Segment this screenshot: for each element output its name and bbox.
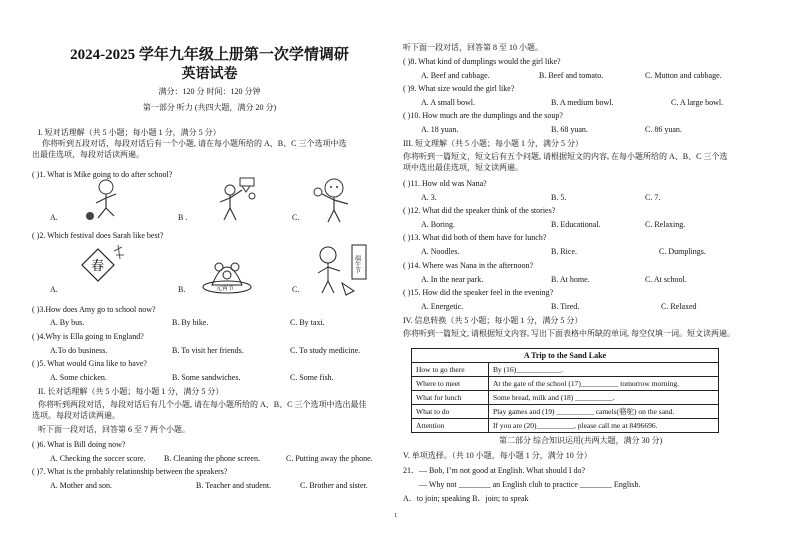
page-number: 1 bbox=[394, 513, 397, 519]
table-cell: By (16)____________. bbox=[489, 363, 719, 377]
q14-option-a: A. In the near park. bbox=[421, 275, 484, 284]
table-cell: If you are (20)__________, please call me at 8496696. bbox=[489, 419, 719, 433]
table-row bbox=[412, 391, 719, 405]
q5-option-a: A. Some chicken. bbox=[50, 373, 107, 382]
q13-option-c: C. Dumplings. bbox=[659, 247, 706, 256]
q6-option-b: B. Cleaning the phone screen. bbox=[164, 454, 260, 463]
table-cell: What for lunch bbox=[412, 391, 489, 405]
q8-option-a: A. Beef and cabbage. bbox=[421, 71, 490, 80]
q4-option-a: A.To do business. bbox=[50, 346, 108, 355]
q21: 21．— Bob, I’m not good at English. What should I do? bbox=[403, 466, 586, 475]
table-title-row bbox=[412, 349, 719, 363]
sec3-instr2: 项中选出最佳选项，短文读两遍。 bbox=[403, 163, 523, 172]
q8-option-b: B. Beef and tomato. bbox=[539, 71, 604, 80]
q9-option-a: A. A small bowl. bbox=[421, 98, 476, 107]
q12: ( )12. What did the speaker think of the stories? bbox=[403, 206, 556, 215]
lantern-festival-image bbox=[192, 241, 262, 297]
q11: ( )11. How old was Nana? bbox=[403, 179, 487, 188]
q7-option-c: C. Brother and sister. bbox=[300, 481, 368, 490]
q10-option-b: B. 68 yuan. bbox=[551, 125, 588, 134]
q2-option-c: C. bbox=[292, 285, 300, 294]
q2-option-b: B. bbox=[178, 285, 186, 294]
q6-option-c: C. Putting away the phone. bbox=[286, 454, 373, 463]
q13-option-b: B. Rice. bbox=[551, 247, 577, 256]
part2-heading: 第二部分 综合知识运用(共两大题，满分 30 分) bbox=[499, 436, 663, 445]
q2-option-a: A. bbox=[50, 285, 58, 294]
q12-option-a: A. Boring. bbox=[421, 220, 455, 229]
basketball-boy-image bbox=[202, 176, 262, 222]
q5-option-b: B. Some sandwiches. bbox=[172, 373, 241, 382]
q21-line2: — Why not ________ an English club to practice ________ English. bbox=[419, 480, 641, 489]
q10: ( )10. How much are the dumplings and the soup? bbox=[403, 111, 563, 120]
q12-option-b: B. Educational. bbox=[551, 220, 601, 229]
table-row bbox=[412, 363, 719, 377]
q4-option-b: B. To visit her friends. bbox=[172, 346, 244, 355]
sec2-instr2: 选项。每段对话读两遍。 bbox=[32, 411, 120, 420]
q3-option-b: B. By bike. bbox=[172, 318, 209, 327]
q4: ( )4.Why is Ella going to England? bbox=[32, 332, 144, 341]
q11-option-a: A. 3. bbox=[421, 193, 437, 202]
table-cell: Some bread, milk and (18) __________. bbox=[489, 391, 719, 405]
q14-option-c: C. At school. bbox=[645, 275, 687, 284]
q14-option-b: B. At home. bbox=[551, 275, 590, 284]
sec2-heading: II. 长对话理解（共 5 小题；每小题 1 分，满分 5 分） bbox=[38, 387, 224, 396]
q4-option-c: C. To study medicine. bbox=[290, 346, 361, 355]
sec4-instr: 你将听到一篇短文, 请根据短文内容, 写出下面表格中所缺的单词, 每空仅填一词。短文读两遍。 bbox=[403, 329, 735, 338]
sec2-lead1: 听下面一段对话，回答第 6 至 7 两个小题。 bbox=[38, 425, 190, 434]
spring-festival-image bbox=[74, 241, 130, 295]
sec2-instr: 你将听到两段对话，每段对话后有几个小题, 请在每小题所给的 A、B、C 三个选项中选出最佳 bbox=[38, 400, 367, 409]
q7-option-a: A. Mother and son. bbox=[50, 481, 112, 490]
q3: ( )3.How does Amy go to school now? bbox=[32, 305, 156, 314]
table-title: A Trip to the Sand Lake bbox=[412, 349, 719, 363]
soccer-boy-image bbox=[76, 178, 136, 222]
q6: ( )6. What is Bill doing now? bbox=[32, 440, 126, 449]
q3-option-a: A. By bus. bbox=[50, 318, 85, 327]
lantern-text: 元宵节 bbox=[216, 285, 235, 292]
dragon-boat-festival-image bbox=[308, 241, 378, 299]
trip-table bbox=[411, 348, 719, 433]
q15: ( )15. How did the speaker feel in the evening? bbox=[403, 288, 554, 297]
q3-option-c: C. By taxi. bbox=[290, 318, 325, 327]
q1-option-a: A. bbox=[50, 213, 58, 222]
q9-option-b: B. A medium bowl. bbox=[551, 98, 614, 107]
q11-option-b: B. 5. bbox=[551, 193, 567, 202]
q7-option-b: B. Teacher and student. bbox=[196, 481, 272, 490]
q13-option-a: A. Noodles. bbox=[421, 247, 460, 256]
q1-option-c: C. bbox=[292, 213, 300, 222]
q8-option-c: C. Mutton and cabbage. bbox=[645, 71, 722, 80]
q1: ( )1. What is Mike going to do after school? bbox=[32, 170, 173, 179]
q13: ( )13. What did both of them have for lunch? bbox=[403, 233, 547, 242]
boy-with-ball-image bbox=[304, 176, 366, 224]
q12-option-c: C. Relaxing. bbox=[645, 220, 686, 229]
q15-option-c: C. Relaxed bbox=[661, 302, 697, 311]
part1-heading: 第一部分 听力 (共四大题，满分 20 分) bbox=[142, 103, 277, 112]
spring-char: 春 bbox=[91, 259, 105, 274]
q15-option-b: B. Tired. bbox=[551, 302, 580, 311]
q21-options: A．to join; speaking B．join; to speak bbox=[403, 494, 529, 503]
part2-sub: V. 单项选择。（共 10 小题，每小题 1 分，满分 10 分） bbox=[403, 451, 592, 460]
table-row bbox=[412, 405, 719, 419]
table-row bbox=[412, 377, 719, 391]
sec3-instr: 你将听到一篇短文，短文后有五个问题, 请根据短文的内容, 在每小题所给的 A、B、C 三个选 bbox=[403, 152, 728, 161]
exam-title: 2024-2025 学年九年级上册第一次学情调研 bbox=[70, 47, 349, 63]
q5-option-c: C. Some fish. bbox=[290, 373, 334, 382]
table-row bbox=[412, 419, 719, 433]
q1-option-b: B . bbox=[178, 213, 188, 222]
q8: ( )8. What kind of dumplings would the girl like? bbox=[403, 57, 561, 66]
q2: ( )2. Which festival does Sarah like best? bbox=[32, 231, 164, 240]
exam-subtitle: 英语试卷 bbox=[181, 67, 238, 82]
q9-option-c: C. A large bowl. bbox=[671, 98, 724, 107]
q5: ( )5. What would Gina like to have? bbox=[32, 359, 147, 368]
q9: ( )9. What size would the girl like? bbox=[403, 84, 515, 93]
sec4-heading: IV. 信息转换（共 5 小题；每小题 1 分，满分 5 分） bbox=[403, 316, 583, 325]
q7: ( )7. What is the probably relationship between the speakers? bbox=[32, 467, 228, 476]
sec1-instr2: 出最佳选项，每段对话读两遍。 bbox=[32, 150, 144, 159]
table-cell: How to go there bbox=[412, 363, 489, 377]
q15-option-a: A. Energetic. bbox=[421, 302, 464, 311]
sec1-heading: I. 短对话理解（共 5 小题；每小题 1 分，满分 5 分） bbox=[38, 128, 221, 137]
table-cell: Play games and (19) __________ camels(骆驼) on the sand. bbox=[489, 405, 719, 419]
exam-meta: 满分：120 分 时间：120 分钟 bbox=[158, 87, 261, 96]
q10-option-a: A. 18 yuan. bbox=[421, 125, 459, 134]
sec3-heading: III. 短文理解（共 5 小题；每小题 1 分，满分 5 分） bbox=[403, 139, 583, 148]
sec2-lead2: 听下面一段对话，回答第 8 至 10 小题。 bbox=[403, 43, 543, 52]
table-cell: Where to meet bbox=[412, 377, 489, 391]
sec1-instr: 你将听到五段对话，每段对话后有一个小题, 请在每小题所给的 A、B、C 三个选项中选 bbox=[42, 139, 347, 148]
dragon-boat-text: 端午节 bbox=[353, 255, 361, 273]
table-cell: Attention bbox=[412, 419, 489, 433]
q10-option-c: C. 86 yuan. bbox=[645, 125, 682, 134]
q6-option-a: A. Checking the soccer score. bbox=[50, 454, 146, 463]
q14: ( )14. Where was Nana in the afternoon? bbox=[403, 261, 534, 270]
q11-option-c: C. 7. bbox=[645, 193, 661, 202]
table-cell: What to do bbox=[412, 405, 489, 419]
table-cell: At the gate of the school (17)__________ tomorrow morning. bbox=[489, 377, 719, 391]
